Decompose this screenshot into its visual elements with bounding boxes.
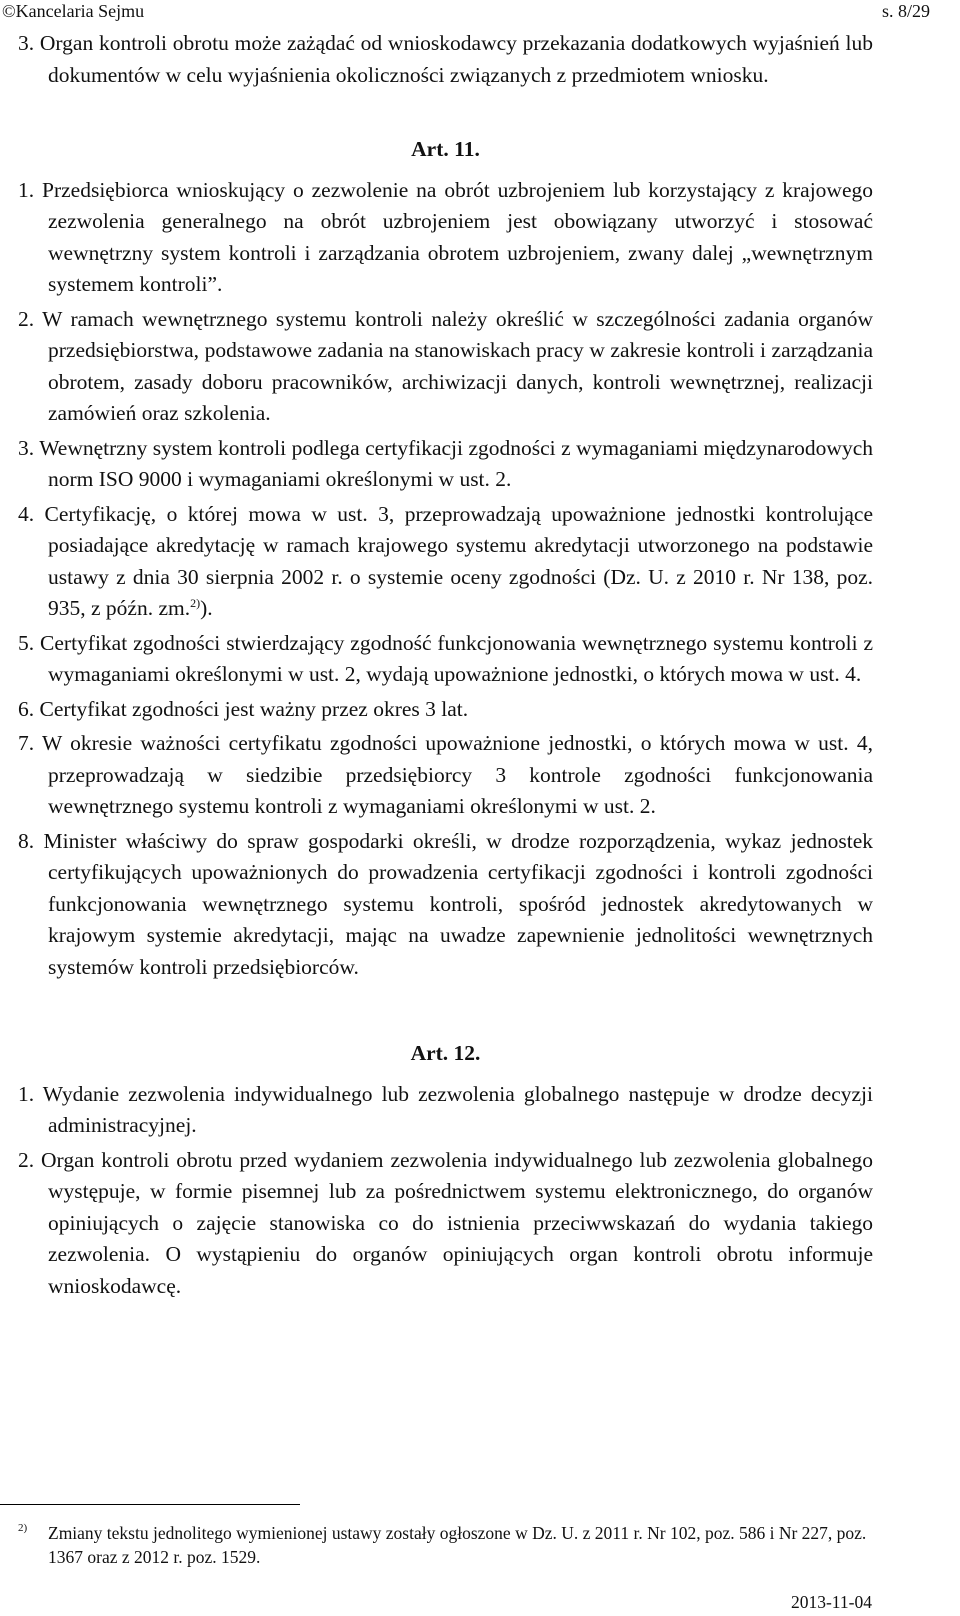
article-heading: Art. 11. bbox=[411, 137, 480, 161]
page-header bbox=[0, 0, 930, 22]
paragraph: 2. Organ kontroli obrotu przed wydaniem zezwolenia indywidualnego lub zezwolenia globalnego występuje, w formie pisemnej lub za pośrednictwem systemu elektronicznego, do organów opiniujących o zajęcie stanowiska co do istnienia przeciwwskazań do wydania takiego zezwolenia. O wystąpieniu do organów opiniujących organ kontroli obrotu informuje wnioskodawcę. bbox=[18, 1147, 873, 1298]
page-number: s. 8/29 bbox=[881, 1, 930, 21]
paragraph: 1. Przedsiębiorca wnioskujący o zezwolenie na obrót uzbrojeniem lub korzystający z krajowego zezwolenia generalnego na obrót uzbrojeniem jest obowiązany utworzyć i stosować wewnętrzny system kontroli i zarządzania obrotem uzbrojeniem, zwany dalej „wewnętrznym systemem kontroli”. bbox=[18, 177, 873, 296]
paragraph: 8. Minister właściwy do spraw gospodarki określi, w drodze rozporządzenia, wykaz jednostek certyfikujących upoważnionych do prowadzenia certyfikacji zgodności i kontroli zgodności funkcjonowania wewnętrznego systemu kontroli, spośród jednostek akredytowanych w krajowym systemie akredytacji, mając na uwadze zapewnienie jednolitości wewnętrznych systemów kontroli przedsiębiorców. bbox=[18, 828, 873, 979]
copyright-label: ©Kancelaria Sejmu bbox=[2, 1, 145, 21]
paragraph: 2. W ramach wewnętrznego systemu kontroli należy określić w szczególności zadania organów przedsiębiorstwa, podstawowe zadania na stanowiskach pracy w zakresie kontroli i zarządzania obrotem, zasady doboru pracowników, archiwizacji danych, kontroli wewnętrznej, realizacji zamówień oraz szkolenia. bbox=[18, 306, 873, 425]
paragraph: 5. Certyfikat zgodności stwierdzający zgodność funkcjonowania wewnętrznego systemu kontroli z wymaganiami określonymi w ust. 2, wydają upoważnione jednostki, o których mowa w ust. 4. bbox=[18, 630, 873, 686]
spacer bbox=[18, 986, 873, 1038]
footnote-mark: 2) bbox=[18, 1522, 28, 1534]
paragraph: 6. Certyfikat zgodności jest ważny przez okres 3 lat. bbox=[18, 696, 469, 721]
spacer bbox=[18, 94, 873, 134]
paragraph: 3. Organ kontroli obrotu może zażądać od wnioskodawcy przekazania dodatkowych wyjaśnień lub dokumentów w celu wyjaśnienia okoliczności związanych z przedmiotem wniosku. bbox=[18, 31, 873, 87]
paragraph-text-end: ). bbox=[200, 596, 213, 620]
footnote bbox=[18, 1521, 903, 1569]
footnote-text: Zmiany tekstu jednolitego wymienionej ustawy zostały ogłoszone w Dz. U. z 2011 r. Nr 102, poz. 586 i Nr 227, poz. 1367 oraz z 2012 r. poz. 1529. bbox=[48, 1523, 867, 1567]
footnote-reference: 2) bbox=[190, 595, 201, 610]
paragraph: 3. Wewnętrzny system kontroli podlega certyfikacji zgodności z wymaganiami międzynarodowych norm ISO 9000 i wymaganiami określonymi w ust. 2. bbox=[18, 435, 873, 491]
document-body bbox=[18, 28, 873, 1305]
article-heading: Art. 12. bbox=[410, 1041, 481, 1065]
paragraph: 7. W okresie ważności certyfikatu zgodności upoważnione jednostki, o których mowa w ust. 4, przeprowadzają w siedzibie przedsiębiorcy 3 kontrole zgodności funkcjonowania wewnętrznego systemu kontroli z wymaganiami określonymi w ust. 2. bbox=[18, 731, 873, 818]
paragraph-text: 4. Certyfikację, o której mowa w ust. 3, przeprowadzają upoważnione jednostki kontrolujące posiadające akredytację w ramach krajowego systemu akredytacji utworzonego na podstawie ustawy z dnia 30 sierpnia 2002 r. o systemie oceny zgodności (Dz. U. z 2010 r. Nr 138, poz. 935, z późn. zm. bbox=[18, 501, 873, 620]
footer-date: 2013-11-04 bbox=[790, 1592, 872, 1612]
footnote-divider bbox=[0, 1504, 300, 1505]
paragraph: 1. Wydanie zezwolenia indywidualnego lub zezwolenia globalnego następuje w drodze decyzji administracyjnej. bbox=[18, 1081, 873, 1137]
paragraph bbox=[18, 499, 873, 625]
